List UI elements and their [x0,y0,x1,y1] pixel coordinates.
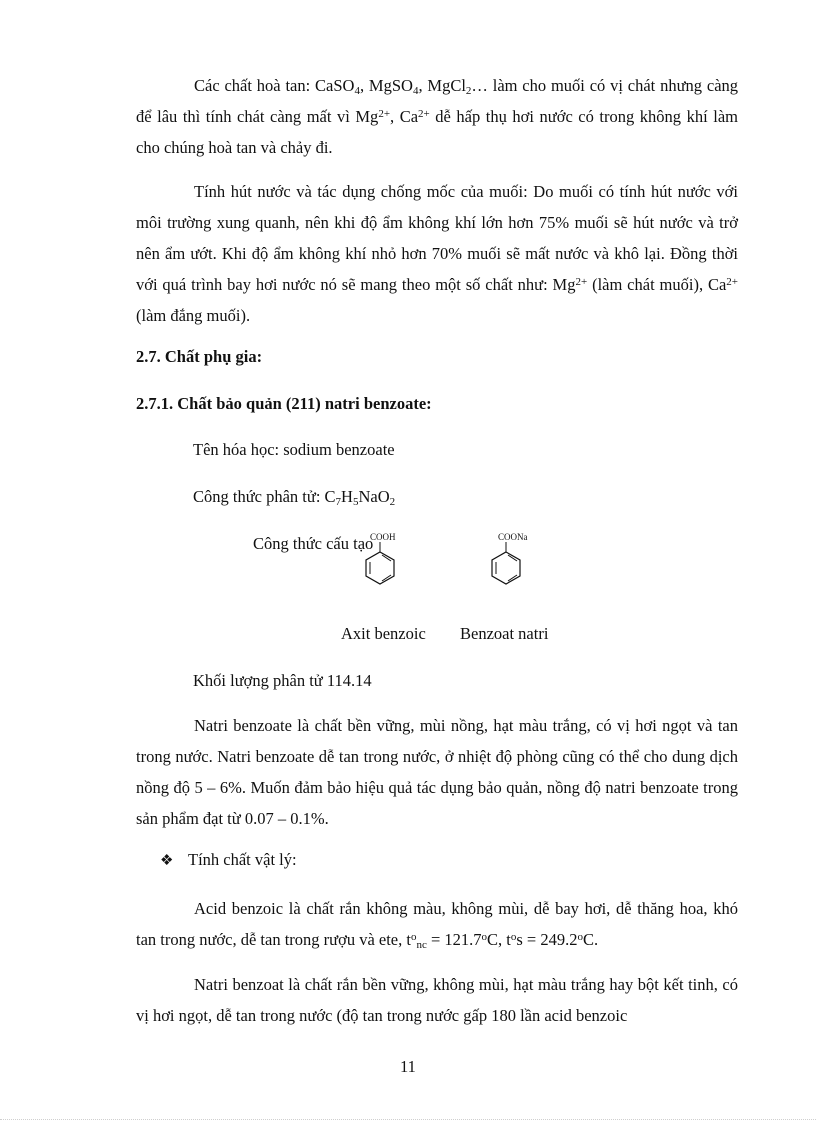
caption-benzoic-acid: Axit benzoic [341,624,426,643]
coona-group-label: COONa [498,532,528,542]
page-bottom-divider [0,1119,816,1120]
page-number: 11 [400,1057,416,1076]
heading-preservative: 2.7.1. Chất bảo quản (211) natri benzoate: [136,394,432,413]
paragraph-dissolved-substances: Các chất hoà tan: CaSO$_4$, MgSO$_4$, MgCl$_2$… làm cho muối có vị chát nhưng càng để lâu thì tính chát càng mất vì $Mg^{2+}$, $Ca^{2+}$ dễ hấp thụ hơi nước có trong không khí làm cho chúng hoà tan và chảy đi. [136,76,739,157]
sodium-benzoate-structure [470,528,560,588]
bullet-physical-properties: ❖ Tính chất vật lý: [160,849,297,872]
diamond-bullet-icon: ❖ [160,853,174,869]
molecular-mass: Khối lượng phân tử 114.14 [193,671,372,690]
paragraph-sodium-benzoate: Natri benzoate là chất bền vững, mùi nồng, hạt màu trắng, có vị hơi ngọt và tan trong nước. Natri benzoate dễ tan trong nước, ở nhiệt độ phòng cũng có thể cho dung dịch nồng độ 5 – 6%. Muốn đảm bảo hiệu quả tác dụng bảo quản, nồng độ natri benzoate trong sản phẩm đạt từ 0.07 – 0.1%. [136,716,738,828]
cooh-group-label: COOH [370,532,396,542]
caption-sodium-benzoate: Benzoat natri [460,624,549,643]
structural-formula-label: Công thức cấu tạo [253,534,374,553]
heading-additives: 2.7. Chất phụ gia: [136,347,263,366]
paragraph-salt-hygroscopic: Tính hút nước và tác dụng chống mốc của muối: Do muối có tính hút nước với môi trường xung quanh, nên khi độ ẩm không khí lớn hơn 75% muối sẽ hút nước và trở nên ẩm ướt. Khi độ ẩm không khí nhỏ hơn 70% muối sẽ mất nước và khô lại. Đồng thời với quá trình bay hơi nước nó sẽ mang theo một số chất như: $Mg^{2+}$ (làm chát muối), $Ca^{2+}$ (làm đắng muối). [136,182,738,325]
paragraph-sodium-benzoate-properties: Natri benzoat là chất rắn bền vững, không mùi, hạt màu trắng hay bột kết tinh, có vị hơi ngọt, dễ tan trong nước (độ tan trong nước gấp 180 lần acid benzoic [136,975,738,1025]
paragraph-benzoic-acid: Acid benzoic là chất rắn không màu, không mùi, dễ bay hơi, dễ thăng hoa, khó tan trong nước, dễ tan trong rượu và ete, $t^o_{nc} = 121.7^oC$, $t^os = 249.2^oC$. [136,899,738,951]
molecular-formula: Công thức phân tử: $C_7H_5NaO_2$ [193,487,396,508]
chemical-name: Tên hóa học: sodium benzoate [193,440,395,459]
benzoic-acid-structure [358,528,438,588]
